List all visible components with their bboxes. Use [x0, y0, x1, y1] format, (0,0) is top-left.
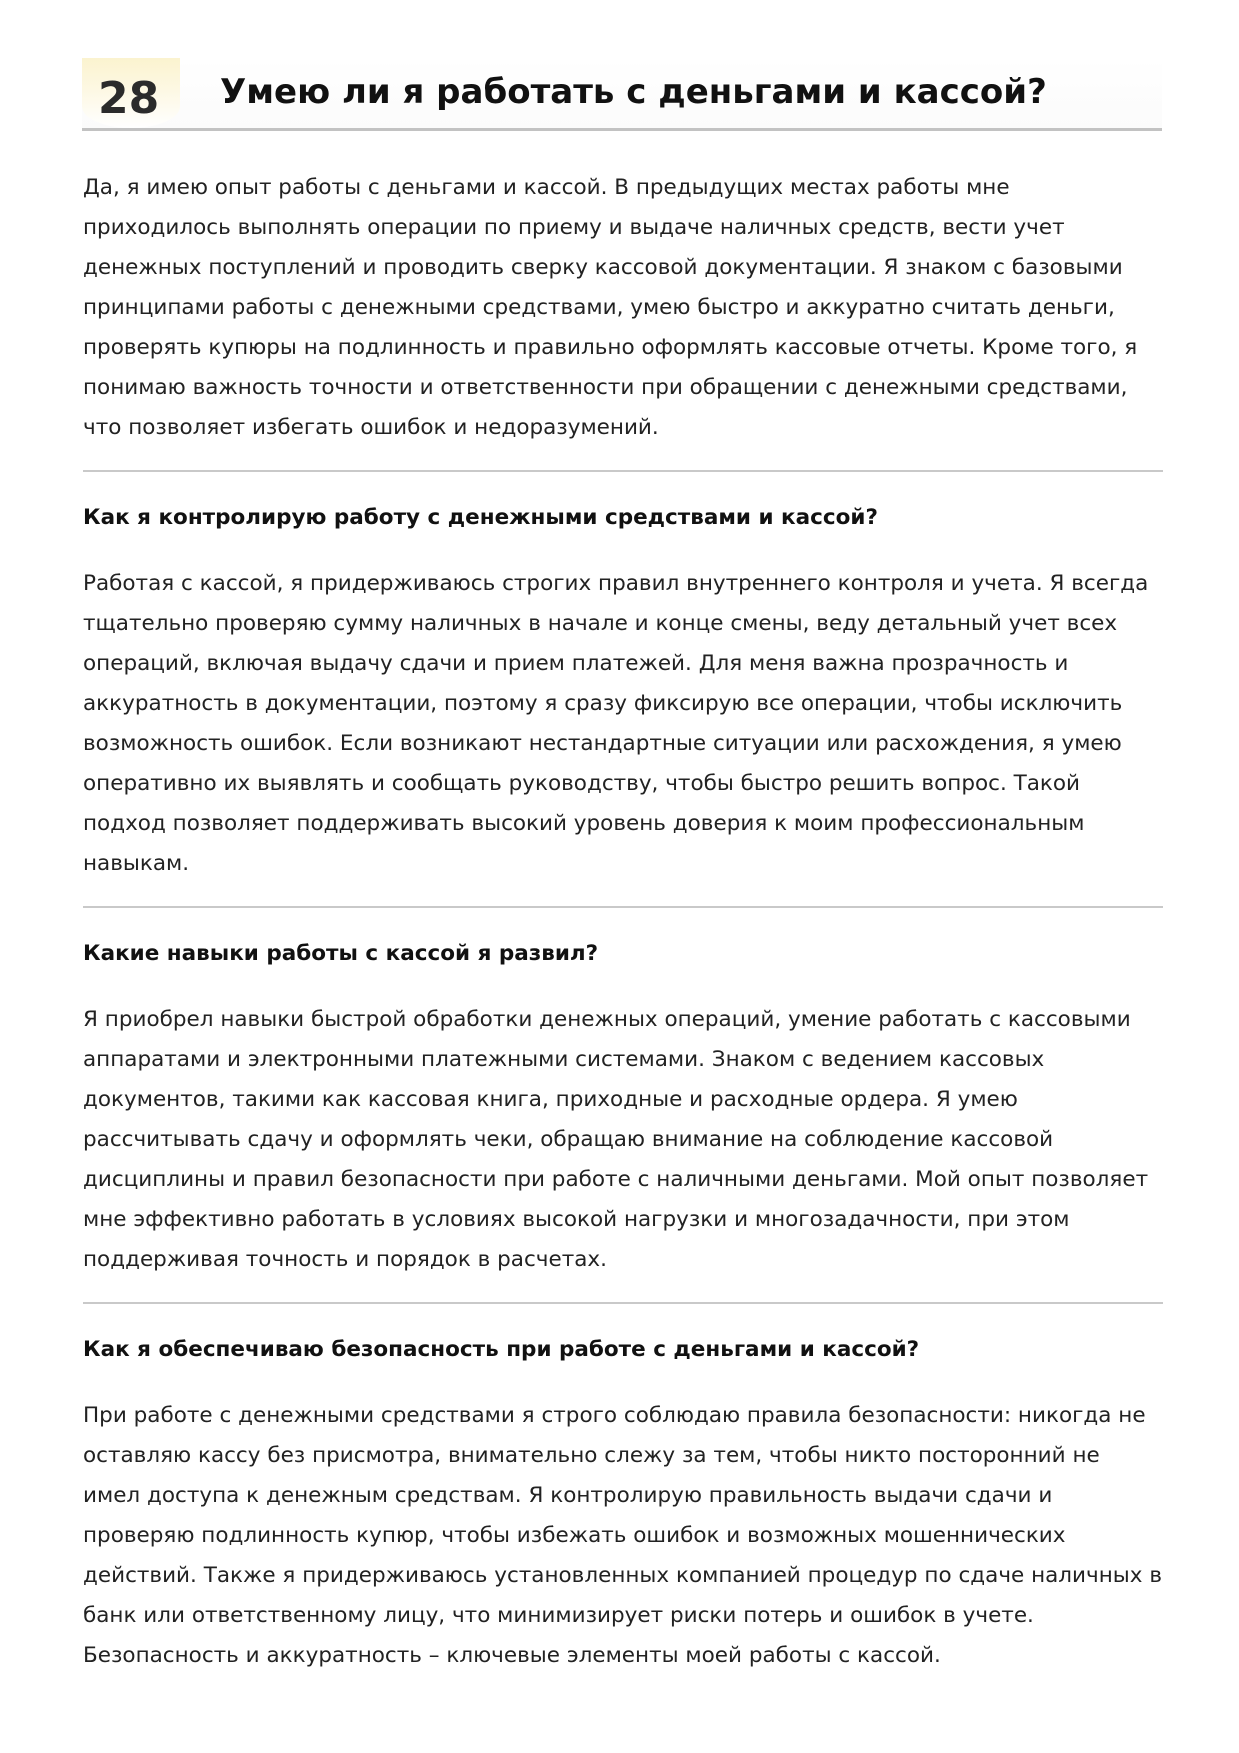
section-heading: Какие навыки работы с кассой я развил?: [83, 941, 599, 966]
section-heading: Как я обеспечиваю безопасность при работе с деньгами и кассой?: [83, 1337, 920, 1362]
intro-paragraph: Да, я имею опыт работы с деньгами и кассой. В предыдущих местах работы мне приходилось выполнять операции по приему и выдаче наличных средств, вести учет денежных поступлений и проводить сверку кассовой документации. Я знаком с базовыми принципами работы с денежными средствами, умею быстро и аккуратно считать деньги, проверять купюры на подлинность и правильно оформлять кассовые отчеты. Кроме того, я понимаю важность точности и ответственности при обращении с денежными средствами, что позволяет избегать ошибок и недоразумений.: [83, 175, 1138, 440]
section-paragraph: Я приобрел навыки быстрой обработки денежных операций, умение работать с кассовыми аппаратами и электронными платежными системами. Знаком с ведением кассовых документов, такими как кассовая книга, приходные и расходные ордера. Я умею рассчитывать сдачу и оформлять чеки, обращаю внимание на соблюдение кассовой дисциплины и правил безопасности при работе с наличными деньгами. Мой опыт позволяет мне эффективно работать в условиях высокой нагрузки и многозадачности, при этом поддерживая точность и порядок в расчетах.: [83, 1007, 1149, 1272]
document-content: [83, 168, 1163, 1676]
section-paragraph: Работая с кассой, я придерживаюсь строгих правил внутреннего контроля и учета. Я всегда тщательно проверяю сумму наличных в начале и конце смены, веду детальный учет всех операций, включая выдачу сдачи и прием платежей. Для меня важна прозрачность и аккуратность в документации, поэтому я сразу фиксирую все операции, чтобы исключить возможность ошибок. Если возникают нестандартные ситуации или расхождения, я умею оперативно их выявлять и сообщать руководству, чтобы быстро решить вопрос. Такой подход позволяет поддерживать высокий уровень доверия к моим профессиональным навыкам.: [83, 571, 1149, 876]
page-title: Умею ли я работать с деньгами и кассой?: [220, 72, 1047, 112]
section-heading: Как я контролирую работу с денежными средствами и кассой?: [83, 505, 878, 530]
section-divider: [83, 470, 1163, 472]
section-divider: [83, 906, 1163, 908]
page-header: [82, 58, 1162, 131]
section-cash-safety: [83, 1330, 1163, 1676]
section-divider: [83, 1302, 1163, 1304]
section-cash-skills: [83, 934, 1163, 1280]
section-cash-control: [83, 498, 1163, 884]
question-number-badge: [82, 58, 180, 128]
question-number: 28: [98, 73, 160, 124]
section-paragraph: При работе с денежными средствами я строго соблюдаю правила безопасности: никогда не оставляю кассу без присмотра, внимательно слежу за тем, чтобы никто посторонний не имел доступа к денежным средствам. Я контролирую правильность выдачи сдачи и проверяю подлинность купюр, чтобы избежать ошибок и возможных мошеннических действий. Также я придерживаюсь установленных компанией процедур по сдаче наличных в банк или ответственному лицу, что минимизирует риски потерь и ошибок в учете. Безопасность и аккуратность – ключевые элементы моей работы с кассой.: [83, 1403, 1162, 1668]
